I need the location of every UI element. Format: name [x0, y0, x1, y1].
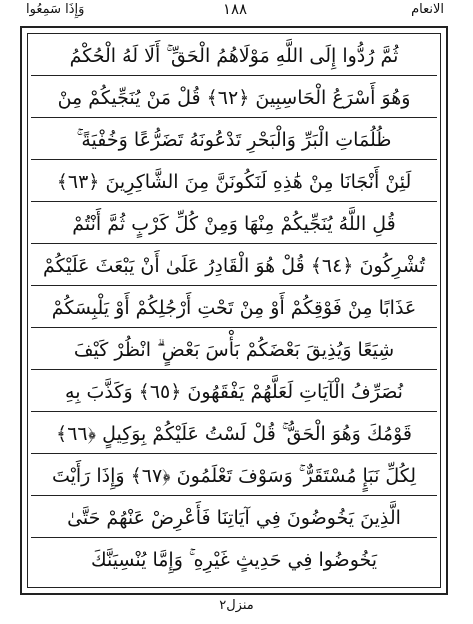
verse-line — [31, 499, 437, 538]
verse-line — [31, 79, 437, 118]
verse-line — [31, 541, 437, 579]
page-number: ١٨٨ — [222, 0, 248, 18]
verse-line — [31, 37, 437, 76]
verse-line — [31, 289, 437, 328]
verse-text: الَّذِينَ يَخُوضُونَ فِي آيَاتِنَا فَأَعْرِضْ عَنْهُمْ حَتَّىٰ — [67, 507, 401, 529]
verse-lines — [31, 37, 437, 584]
verse-line — [31, 205, 437, 244]
verse-text: تُشْرِكُونَ ﴿٦٤﴾ قُلْ هُوَ الْقَادِرُ عَلَىٰ أَنْ يَبْعَثَ عَلَيْكُمْ — [43, 255, 425, 277]
verse-text: ثُمَّ رُدُّوا إِلَى اللَّهِ مَوْلَاهُمُ الْحَقِّ ۚ أَلَا لَهُ الْحُكْمُ — [69, 45, 399, 67]
verse-text: قُلِ اللَّهُ يُنَجِّيكُمْ مِنْهَا وَمِنْ كُلِّ كَرْبٍ ثُمَّ أَنْتُمْ — [72, 213, 396, 235]
verse-text: وَهُوَ أَسْرَعُ الْحَاسِبِينَ ﴿٦٢﴾ قُلْ مَنْ يُنَجِّيكُمْ مِنْ — [57, 87, 411, 109]
page-header — [20, 0, 450, 26]
verse-text: يَخُوضُوا فِي حَدِيثٍ غَيْرِهِ ۚ وَإِمَّا يُنْسِيَنَّكَ — [90, 549, 378, 571]
verse-text: شِيَعًا وَيُذِيقَ بَعْضَكُمْ بَأْسَ بَعْضٍ ۗ انْظُرْ كَيْفَ — [73, 339, 395, 361]
verse-line — [31, 121, 437, 160]
surah-name: الانعام — [411, 2, 444, 17]
verse-line — [31, 247, 437, 286]
verse-text: لِكُلِّ نَبَإٍ مُسْتَقَرٌّ ۚ وَسَوْفَ تَعْلَمُونَ ﴿٦٧﴾ وَإِذَا رَأَيْتَ — [51, 465, 417, 487]
verse-line — [31, 331, 437, 370]
verse-text: نُصَرِّفُ الْآيَاتِ لَعَلَّهُمْ يَفْقَهُونَ ﴿٦٥﴾ وَكَذَّبَ بِهِ — [65, 381, 403, 403]
verse-text: ظُلُمَاتِ الْبَرِّ وَالْبَحْرِ تَدْعُونَهُ تَضَرُّعًا وَخُفْيَةً ۚ — [76, 129, 392, 151]
verse-text: عَذَابًا مِنْ فَوْقِكُمْ أَوْ مِنْ تَحْتِ أَرْجُلِكُمْ أَوْ يَلْبِسَكُمْ — [51, 297, 417, 319]
juz-name: وَإِذَا سَمِعُوا — [26, 2, 85, 17]
verse-text: لَئِنْ أَنْجَانَا مِنْ هَٰذِهِ لَنَكُونَنَّ مِنَ الشَّاكِرِينَ ﴿٦٣﴾ — [56, 171, 412, 193]
verse-text: قَوْمُكَ وَهُوَ الْحَقُّ ۚ قُلْ لَسْتُ عَلَيْكُمْ بِوَكِيلٍ ﴿٦٦﴾ — [56, 423, 412, 445]
verse-line — [31, 373, 437, 412]
text-frame — [20, 26, 448, 595]
verse-line — [31, 457, 437, 496]
verse-line — [31, 163, 437, 202]
manzil-footer: منزل٢ — [219, 598, 254, 613]
verse-line — [31, 415, 437, 454]
